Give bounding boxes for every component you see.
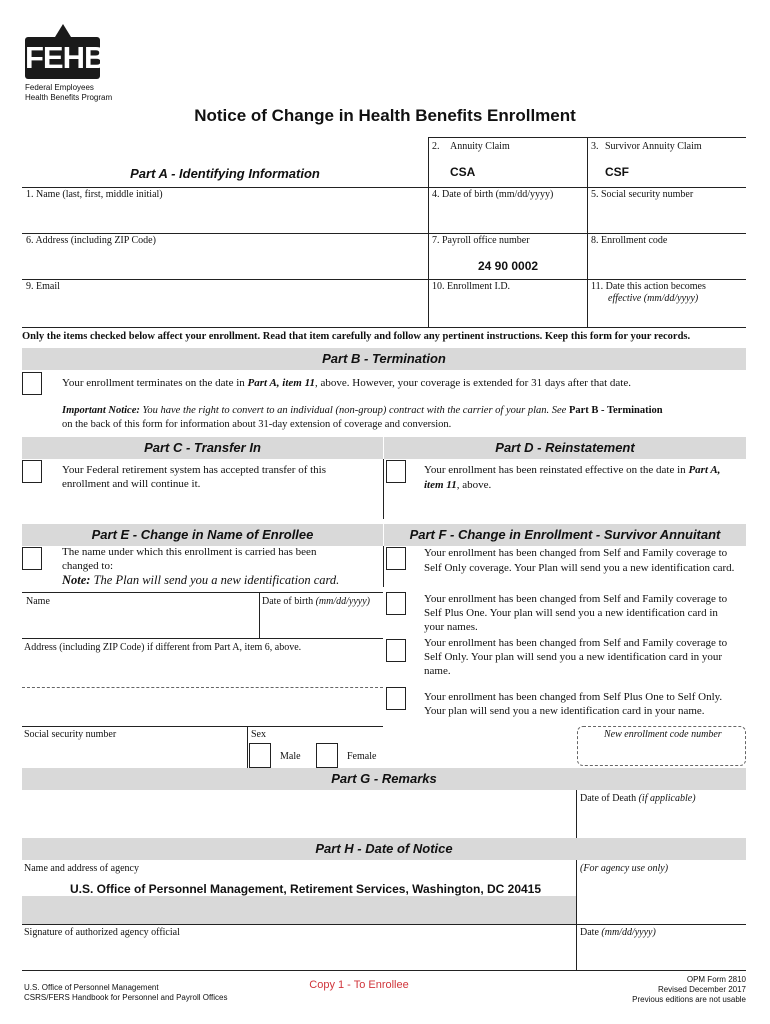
part-a-title: Part A - Identifying Information: [130, 166, 320, 181]
signature-field[interactable]: [24, 941, 574, 968]
date-of-death-field[interactable]: [580, 807, 743, 836]
survivor-claim-value: CSF: [605, 165, 629, 179]
part-f-opt2-line3: your names.: [424, 621, 478, 633]
part-f-opt4-line2: Your plan will send you a new identification card in your name.: [424, 705, 705, 717]
part-g-title: Part G - Remarks: [331, 771, 437, 786]
part-e-title: Part E - Change in Name of Enrollee: [91, 527, 314, 542]
effective-date-label-2: effective (mm/dd/yyyy): [608, 293, 699, 304]
part-e-note-text: The Plan will send you a new identification card.: [93, 573, 340, 587]
footer-left-2: CSRS/FERS Handbook for Personnel and Payroll Offices: [24, 993, 228, 1002]
effective-date-label-1: 11. Date this action becomes: [591, 281, 706, 292]
payroll-label: 7. Payroll office number: [432, 235, 530, 246]
remarks-field[interactable]: [24, 792, 574, 836]
copy-label: Copy 1 - To Enrollee: [309, 979, 409, 991]
logo-text: FEHB: [25, 40, 106, 75]
revision-date: Revised December 2017: [657, 985, 746, 994]
part-d-checkbox[interactable]: [386, 460, 406, 483]
part-f-opt2-line1: Your enrollment has been changed from Self and Family coverage to: [424, 593, 728, 605]
part-b-text: Your enrollment terminates on the date in Part A, item 11, above. However, your coverage is extended for 31 days after that date.: [62, 377, 631, 389]
part-e-text-2: changed to:: [62, 560, 114, 572]
enrollment-code-label: 8. Enrollment code: [591, 235, 668, 246]
name-field[interactable]: [26, 203, 424, 231]
male-checkbox[interactable]: [249, 743, 271, 768]
org-line-1: Federal Employees: [25, 83, 94, 92]
female-checkbox[interactable]: [316, 743, 338, 768]
agency-grey-field: [22, 896, 576, 924]
agency-use-label: (For agency use only): [580, 863, 669, 874]
form-number: OPM Form 2810: [686, 975, 746, 984]
part-c-title: Part C - Transfer In: [144, 440, 261, 455]
name-label: 1. Name (last, first, middle initial): [26, 189, 163, 200]
date-label: Date (mm/dd/yyyy): [580, 927, 656, 938]
annuity-claim-value: CSA: [450, 165, 476, 179]
footer-left-1: U.S. Office of Personnel Management: [24, 983, 159, 992]
part-f-option1-checkbox[interactable]: [386, 547, 406, 570]
part-f-opt3-line2: Self Only. Your plan will send you a new identification card in your: [424, 651, 723, 663]
part-f-opt1-line1: Your enrollment has been changed from Self and Family coverage to: [424, 547, 728, 559]
email-label: 9. Email: [26, 281, 60, 292]
ssn-field[interactable]: [591, 203, 743, 231]
new-dob-label: Date of birth (mm/dd/yyyy): [262, 596, 371, 607]
part-f-opt1-line2: Self Only coverage. Your Plan will send you a new identification card.: [424, 562, 735, 574]
part-d-title: Part D - Reinstatement: [495, 440, 635, 455]
dob-label: 4. Date of birth (mm/dd/yyyy): [432, 189, 554, 200]
item3-label: Survivor Annuity Claim: [605, 141, 702, 152]
enrollment-id-field[interactable]: [432, 295, 584, 325]
part-f-opt2-line2: Self Plus One. Your plan will send you a new identification card in: [424, 607, 718, 619]
male-label: Male: [280, 751, 301, 762]
enrollment-code-field[interactable]: [591, 249, 743, 277]
enrollment-id-label: 10. Enrollment I.D.: [432, 281, 511, 292]
new-ssn-label: Social security number: [24, 729, 117, 740]
effective-date-field[interactable]: [591, 306, 743, 325]
part-f-opt3-line3: name.: [424, 665, 451, 677]
new-address-label: Address (including ZIP Code) if different from Part A, item 6, above.: [24, 642, 302, 653]
item2-label: Annuity Claim: [450, 141, 510, 152]
part-b-checkbox[interactable]: [22, 372, 42, 395]
part-b-title: Part B - Termination: [322, 351, 446, 366]
part-d-text: Your enrollment has been reinstated effective on the date in Part A, item 11, above.: [424, 464, 721, 491]
new-enrollment-code-box[interactable]: [577, 726, 746, 766]
date-of-death-label: Date of Death (if applicable): [580, 793, 696, 804]
new-dob-field[interactable]: [262, 610, 380, 636]
female-label: Female: [347, 751, 377, 762]
agency-value: U.S. Office of Personnel Management, Retirement Services, Washington, DC 20415: [70, 882, 542, 896]
sex-label: Sex: [251, 729, 266, 740]
payroll-value: 24 90 0002: [478, 259, 539, 273]
org-line-2: Health Benefits Program: [25, 93, 113, 102]
part-e-checkbox[interactable]: [22, 547, 42, 570]
signature-label: Signature of authorized agency official: [24, 927, 180, 938]
part-f-opt3-line1: Your enrollment has been changed from Self and Family coverage to: [424, 637, 728, 649]
address-field[interactable]: [26, 249, 424, 277]
part-b-notice: Important Notice: You have the right to convert to an individual (non-group) contract with the carrier of your plan. See Part B - Termination on the back of this form for information about 31-day extension of coverage and conversion.: [62, 405, 663, 430]
agency-label: Name and address of agency: [24, 863, 139, 874]
address-label: 6. Address (including ZIP Code): [26, 235, 156, 246]
part-c-text-1: Your Federal retirement system has accepted transfer of this: [62, 464, 327, 476]
item3-num: 3.: [591, 141, 599, 152]
new-name-field[interactable]: [26, 610, 256, 636]
new-name-label: Name: [26, 596, 50, 607]
page-title: Notice of Change in Health Benefits Enrollment: [194, 106, 576, 125]
new-ssn-field[interactable]: [24, 743, 244, 765]
part-f-title: Part F - Change in Enrollment - Survivor Annuitant: [409, 527, 721, 542]
new-enrollment-code-label: New enrollment code number: [604, 729, 722, 740]
dob-field[interactable]: [432, 203, 584, 231]
part-f-option4-checkbox[interactable]: [386, 687, 406, 710]
email-field[interactable]: [26, 295, 424, 325]
ssn-label: 5. Social security number: [591, 189, 694, 200]
new-address-field[interactable]: [24, 656, 380, 684]
item2-num: 2.: [432, 141, 440, 152]
part-c-text-2: enrollment and will continue it.: [62, 478, 201, 490]
new-address-field-2[interactable]: [24, 690, 380, 724]
fehb-logo: [25, 37, 106, 79]
edition-note: Previous editions are not usable: [632, 995, 746, 1004]
part-c-checkbox[interactable]: [22, 460, 42, 483]
part-f-option2-checkbox[interactable]: [386, 592, 406, 615]
part-h-title: Part H - Date of Notice: [315, 841, 453, 856]
part-e-note: Note: The Plan will send you a new identification card.: [62, 573, 340, 587]
instructions: Only the items checked below affect your enrollment. Read that item carefully and follow any pertinent instructions. Keep this form for your records.: [22, 331, 691, 342]
date-field[interactable]: [580, 941, 743, 968]
logo-roof: [55, 24, 71, 37]
part-e-text-1: The name under which this enrollment is carried has been: [62, 546, 317, 558]
part-f-opt4-line1: Your enrollment has been changed from Self Plus One to Self Only.: [424, 691, 723, 703]
part-f-option3-checkbox[interactable]: [386, 639, 406, 662]
